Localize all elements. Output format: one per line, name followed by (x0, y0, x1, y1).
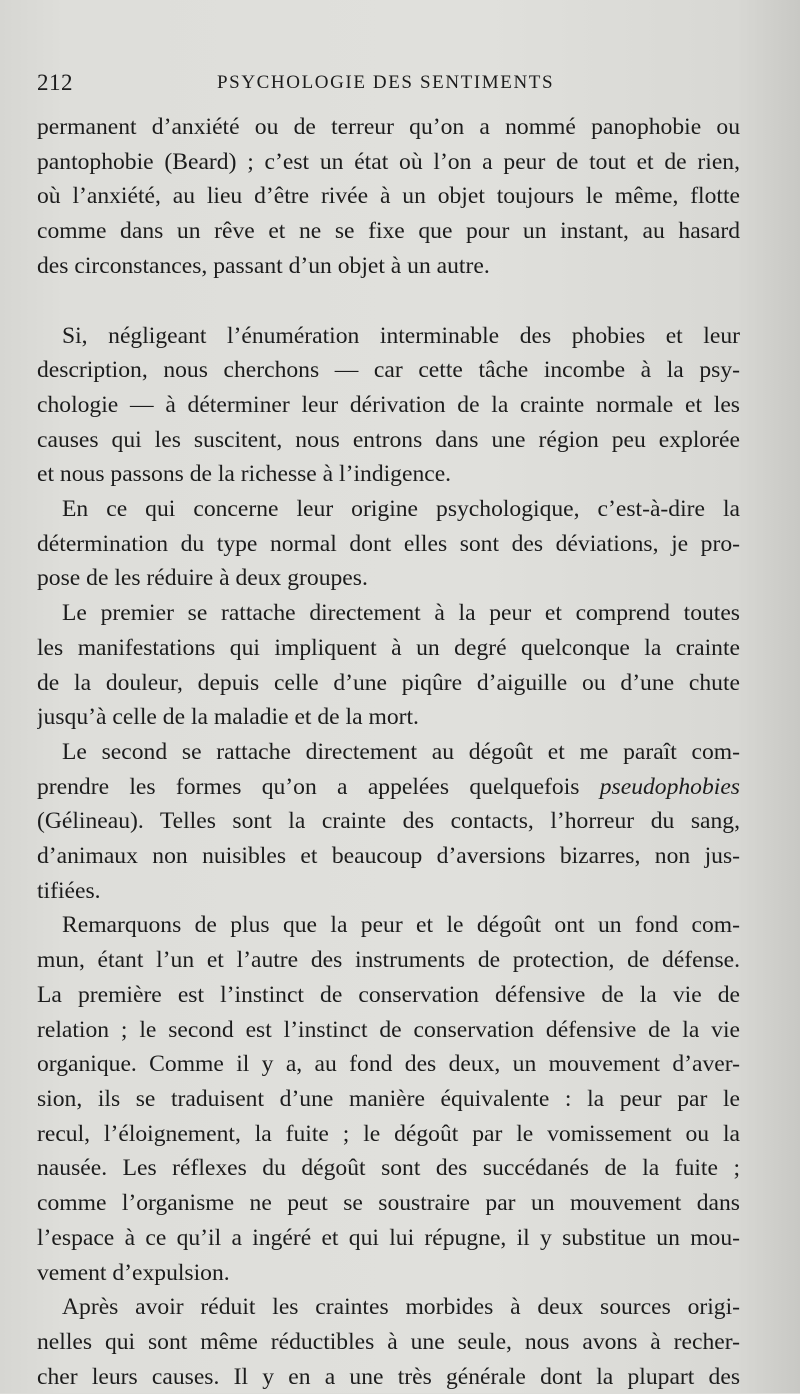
text-line: (Gélineau). Telles sont la crainte des contacts, l’horreur du sang, (37, 808, 740, 835)
text-line: détermination du type normal dont elles sont des déviations, je pro- (37, 530, 740, 557)
body-text (37, 110, 740, 1394)
text-line: recul, l’éloignement, la fuite ; le dégoût par le vomissement ou la (37, 1120, 740, 1147)
text-line: description, nous cherchons — car cette tâche incombe à la psy- (37, 357, 740, 384)
text-line: Le second se rattache directement au dégoût et me paraît com- (62, 738, 740, 765)
paragraph-1 (37, 110, 740, 284)
text-line: jusqu’à celle de la maladie et de la mort. (37, 704, 419, 731)
text-line: En ce qui concerne leur origine psychologique, c’est-à-dire la (62, 496, 740, 523)
paragraph-2 (37, 319, 740, 493)
text-line: vement d’expulsion. (37, 1259, 230, 1286)
text-line: comme l’organisme ne peut se soustraire par un mouvement dans (37, 1190, 740, 1217)
paragraph-7 (37, 1290, 740, 1394)
text-line: causes qui les suscitent, nous entrons dans une région peu explorée (37, 426, 740, 453)
text-line: pose de les réduire à deux groupes. (37, 565, 368, 592)
text-line: cher leurs causes. Il y en a une très générale dont la plupart des (37, 1363, 740, 1390)
paragraph-4 (37, 596, 740, 735)
text-line: et nous passons de la richesse à l’indigence. (37, 461, 452, 488)
text-line: chologie — à déterminer leur dérivation de la crainte normale et les (37, 391, 740, 418)
text-line: relation ; le second est l’instinct de conservation défensive de la vie (37, 1016, 740, 1043)
paragraph-6 (37, 908, 740, 1290)
text-line: les manifestations qui impliquent à un degré quelconque la crainte (37, 634, 740, 661)
text-line: d’animaux non nuisibles et beaucoup d’aversions bizarres, non jus- (37, 843, 740, 870)
text-line: comme dans un rêve et ne se fixe que pour un instant, au hasard (37, 218, 740, 245)
text-line: des circonstances, passant d’un objet à un autre. (37, 252, 490, 279)
text-line: où l’anxiété, au lieu d’être rivée à un objet toujours le même, flotte (37, 183, 740, 210)
paragraph-3 (37, 492, 740, 596)
text-line: Remarquons de plus que la peur et le dégoût ont un fond com- (62, 912, 740, 939)
text-line: organique. Comme il y a, au fond des deux, un mouvement d’aver- (37, 1051, 740, 1078)
text-line: l’espace à ce qu’il a ingéré et qui lui répugne, il y substitue un mou- (37, 1224, 740, 1251)
text-line: nelles qui sont même réductibles à une seule, nous avons à recher- (37, 1328, 740, 1355)
section-gap (37, 284, 740, 319)
text-line: tifiées. (37, 877, 101, 904)
text-line: permanent d’anxiété ou de terreur qu’on a nommé panophobie ou (37, 114, 740, 140)
text-segment: prendre les formes qu’on a appelées quelquefois (37, 773, 600, 800)
text-line: pantophobie (Beard) ; c’est un état où l’on a peur de tout et de rien, (37, 148, 740, 175)
italic-term: pseudophobies (599, 773, 740, 800)
paragraph-5 (37, 735, 740, 909)
text-line: de la douleur, depuis celle d’une piqûre d’aiguille ou d’une chute (37, 669, 740, 696)
text-line: La première est l’instinct de conservation défensive de la vie de (37, 981, 740, 1008)
text-line-with-italic (37, 770, 740, 805)
page-header (37, 70, 740, 100)
text-line: Après avoir réduit les craintes morbides à deux sources origi- (62, 1294, 740, 1321)
page-number: 212 (37, 70, 73, 95)
text-line: Si, négligeant l’énumération interminable des phobies et leur (62, 322, 740, 349)
text-line: nausée. Les réflexes du dégoût sont des succédanés de la fuite ; (37, 1155, 740, 1182)
text-line: sion, ils se traduisent d’une manière équivalente : la peur par le (37, 1085, 740, 1112)
running-title: PSYCHOLOGIE DES SENTIMENTS (217, 72, 555, 93)
text-line: mun, étant l’un et l’autre des instruments de protection, de défense. (37, 947, 740, 974)
text-line: Le premier se rattache directement à la peur et comprend toutes (62, 600, 740, 627)
